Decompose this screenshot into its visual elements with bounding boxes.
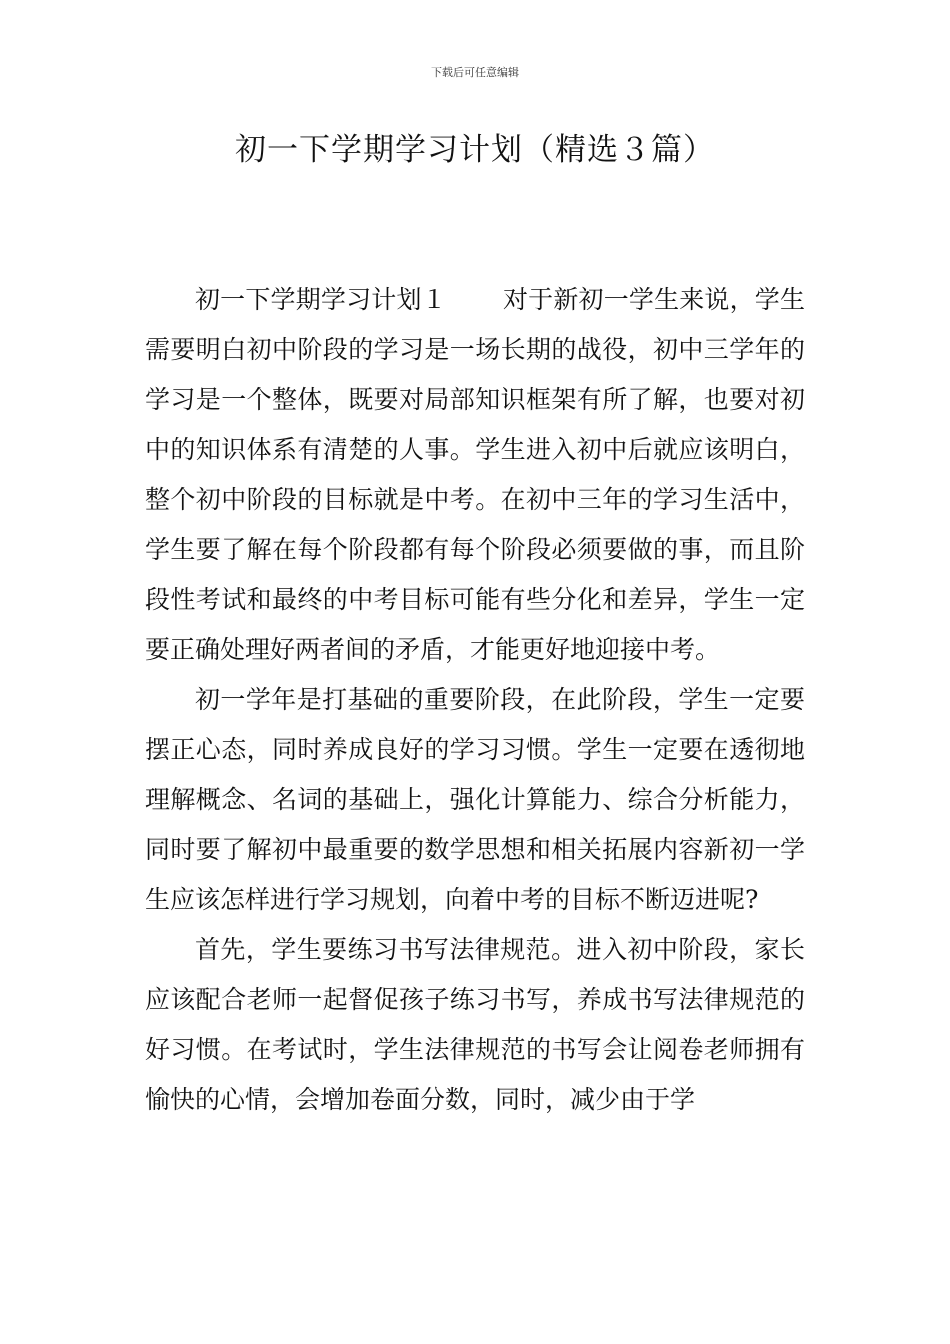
header-note: 下载后可任意编辑: [431, 66, 519, 79]
paragraph-1-text: 对于新初一学生来说，学生需要明白初中阶段的学习是一场长期的战役，初中三学年的学习是一个整体，既要对局部知识框架有所了解，也要对初中的知识体系有清楚的人事。学生进入初中后就应该明白，整个初中阶段的目标就是中考。在初中三年的学习生活中，学生要了解在每个阶段都有每个阶段必须要做的事，而且阶段性考试和最终的中考目标可能有些分化和差异，学生一定要正确处理好两者间的矛盾，才能更好地迎接中考。: [145, 285, 805, 664]
paragraph-3: 首先，学生要练习书写法律规范。进入初中阶段，家长应该配合老师一起督促孩子练习书写，养成书写法律规范的好习惯。在考试时，学生法律规范的书写会让阅卷老师拥有愉快的心情，会增加卷面分数，同时，减少由于学: [145, 935, 805, 1114]
paragraph-1: [145, 275, 805, 675]
section-heading: 初一下学期学习计划１: [195, 285, 447, 314]
page-title: 初一下学期学习计划（精选３篇）: [235, 132, 715, 168]
document-body: [145, 275, 805, 1125]
paragraph-2: 初一学年是打基础的重要阶段，在此阶段，学生一定要摆正心态，同时养成良好的学习习惯。学生一定要在透彻地理解概念、名词的基础上，强化计算能力、综合分析能力，同时要了解初中最重要的数学思想和相关拓展内容新初一学生应该怎样进行学习规划，向着中考的目标不断迈进呢?: [145, 685, 805, 914]
